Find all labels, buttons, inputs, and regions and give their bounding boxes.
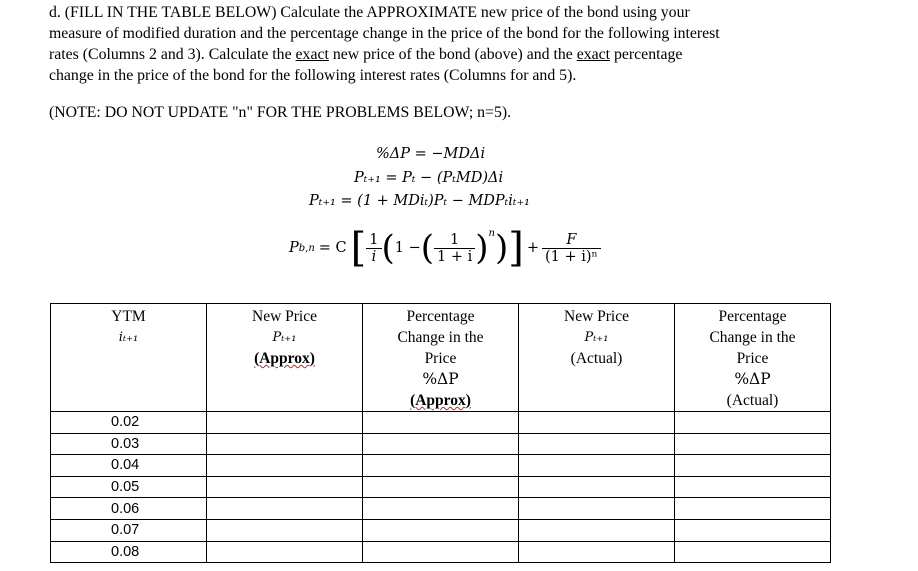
ytm-cell: 0.04 bbox=[51, 455, 207, 477]
instructions-line-2: measure of modified duration and the percentage change in the price of the bond for the following interest bbox=[49, 25, 720, 42]
header-pct-change-approx bbox=[363, 304, 519, 412]
input-cell[interactable] bbox=[207, 519, 363, 541]
paren-left-2: ( bbox=[420, 228, 435, 268]
plus-sign: + bbox=[526, 240, 539, 256]
instructions-line-1: d. (FILL IN THE TABLE BELOW) Calculate the APPROXIMATE new price of the bond using your bbox=[49, 4, 690, 21]
exact-underlined: exact bbox=[295, 46, 329, 63]
input-cell[interactable] bbox=[207, 541, 363, 563]
header-line: New Price bbox=[564, 308, 629, 325]
input-cell[interactable] bbox=[363, 433, 519, 455]
header-line: Price bbox=[736, 350, 769, 367]
input-cell[interactable] bbox=[675, 455, 831, 477]
ytm-cell: 0.03 bbox=[51, 433, 207, 455]
input-cell[interactable] bbox=[207, 455, 363, 477]
bond-price-table bbox=[50, 303, 831, 563]
exponent-n: n bbox=[488, 228, 495, 239]
formula-price-rewritten: Pₜ₊₁ = (1 + MDiₜ)Pₜ − MDPₜiₜ₊₁ bbox=[309, 193, 530, 209]
text-segment: rates (Columns 2 and 3). Calculate the bbox=[49, 46, 296, 63]
header-new-price-actual bbox=[519, 304, 675, 412]
input-cell[interactable] bbox=[207, 498, 363, 520]
input-cell[interactable] bbox=[519, 476, 675, 498]
header-line: iₜ₊₁ bbox=[118, 330, 139, 345]
input-cell[interactable] bbox=[519, 498, 675, 520]
header-line: (Actual) bbox=[726, 392, 779, 409]
input-cell[interactable] bbox=[207, 412, 363, 434]
input-cell[interactable] bbox=[519, 519, 675, 541]
ytm-cell: 0.02 bbox=[51, 412, 207, 434]
bracket-left: [ bbox=[350, 225, 367, 271]
input-cell[interactable] bbox=[675, 433, 831, 455]
header-pct-change-actual bbox=[675, 304, 831, 412]
input-cell[interactable] bbox=[363, 519, 519, 541]
exact-underlined: exact bbox=[576, 46, 611, 63]
table-row bbox=[51, 498, 831, 520]
header-line: Pₜ₊₁ bbox=[584, 330, 609, 345]
header-line: YTM bbox=[111, 308, 146, 325]
ytm-cell: 0.07 bbox=[51, 519, 207, 541]
instructions-line-4: change in the price of the bond for the following interest rates (Columns for and 5). bbox=[49, 67, 577, 84]
text-segment: new price of the bond (above) and the bbox=[328, 46, 577, 63]
instructions-paragraph bbox=[49, 2, 849, 86]
bracket-right: ] bbox=[508, 225, 524, 271]
paren-right-2: ) bbox=[475, 228, 489, 268]
header-line: Price bbox=[424, 350, 457, 367]
frac-num: 1 bbox=[366, 232, 381, 249]
input-cell[interactable] bbox=[519, 412, 675, 434]
header-line: (Approx) bbox=[410, 392, 471, 409]
input-cell[interactable] bbox=[207, 476, 363, 498]
instructions-line-3 bbox=[49, 44, 849, 65]
input-cell[interactable] bbox=[675, 519, 831, 541]
frac-face-value bbox=[542, 232, 601, 265]
bond-price-sub: b,n bbox=[298, 242, 315, 254]
header-line: Percentage bbox=[406, 308, 475, 325]
input-cell[interactable] bbox=[675, 412, 831, 434]
header-line: %ΔP bbox=[422, 370, 459, 388]
input-cell[interactable] bbox=[363, 541, 519, 563]
header-new-price-approx bbox=[207, 304, 363, 412]
ytm-cell: 0.08 bbox=[51, 541, 207, 563]
input-cell[interactable] bbox=[363, 498, 519, 520]
table-header-row bbox=[51, 304, 831, 412]
formula-percent-change: %ΔP = −MDΔi bbox=[376, 146, 486, 162]
input-cell[interactable] bbox=[207, 433, 363, 455]
note-text: (NOTE: DO NOT UPDATE "n" FOR THE PROBLEMS BELOW; n=5). bbox=[49, 104, 512, 121]
table-row bbox=[51, 541, 831, 563]
ytm-cell: 0.06 bbox=[51, 498, 207, 520]
one-minus: 1 − bbox=[394, 240, 421, 256]
frac-den: 1 + i bbox=[437, 248, 473, 265]
table-row bbox=[51, 412, 831, 434]
input-cell[interactable] bbox=[363, 412, 519, 434]
ytm-cell: 0.05 bbox=[51, 476, 207, 498]
table-row bbox=[51, 476, 831, 498]
input-cell[interactable] bbox=[675, 476, 831, 498]
input-cell[interactable] bbox=[675, 541, 831, 563]
formula-bond-price bbox=[289, 225, 601, 271]
frac-one-over-i bbox=[366, 232, 381, 265]
input-cell[interactable] bbox=[519, 541, 675, 563]
frac-num: 1 bbox=[434, 232, 475, 249]
header-line: %ΔP bbox=[734, 370, 771, 388]
table-row bbox=[51, 433, 831, 455]
input-cell[interactable] bbox=[519, 455, 675, 477]
table-row bbox=[51, 455, 831, 477]
table-row bbox=[51, 519, 831, 541]
input-cell[interactable] bbox=[363, 455, 519, 477]
header-line: Percentage bbox=[718, 308, 787, 325]
input-cell[interactable] bbox=[519, 433, 675, 455]
frac-den: (1 + i)ⁿ bbox=[545, 248, 598, 265]
header-ytm bbox=[51, 304, 207, 412]
frac-discount bbox=[434, 232, 475, 265]
formula-price-change: Pₜ₊₁ = Pₜ − (PₜMD)Δi bbox=[354, 170, 504, 186]
paren-right: ) bbox=[494, 228, 509, 268]
input-cell[interactable] bbox=[363, 476, 519, 498]
input-cell[interactable] bbox=[675, 498, 831, 520]
header-line: (Approx) bbox=[254, 350, 315, 367]
frac-num: F bbox=[542, 232, 601, 249]
frac-den: i bbox=[371, 248, 377, 265]
text-segment: percentage bbox=[610, 46, 683, 63]
header-line: Pₜ₊₁ bbox=[272, 330, 297, 345]
header-line: Change in the bbox=[709, 329, 796, 346]
header-line: New Price bbox=[252, 308, 317, 325]
bond-price-eq: = C bbox=[318, 240, 347, 256]
header-line: Change in the bbox=[397, 329, 484, 346]
header-line: (Actual) bbox=[570, 350, 623, 367]
paren-left: ( bbox=[381, 228, 395, 268]
bond-price-lhs: P bbox=[289, 240, 299, 256]
